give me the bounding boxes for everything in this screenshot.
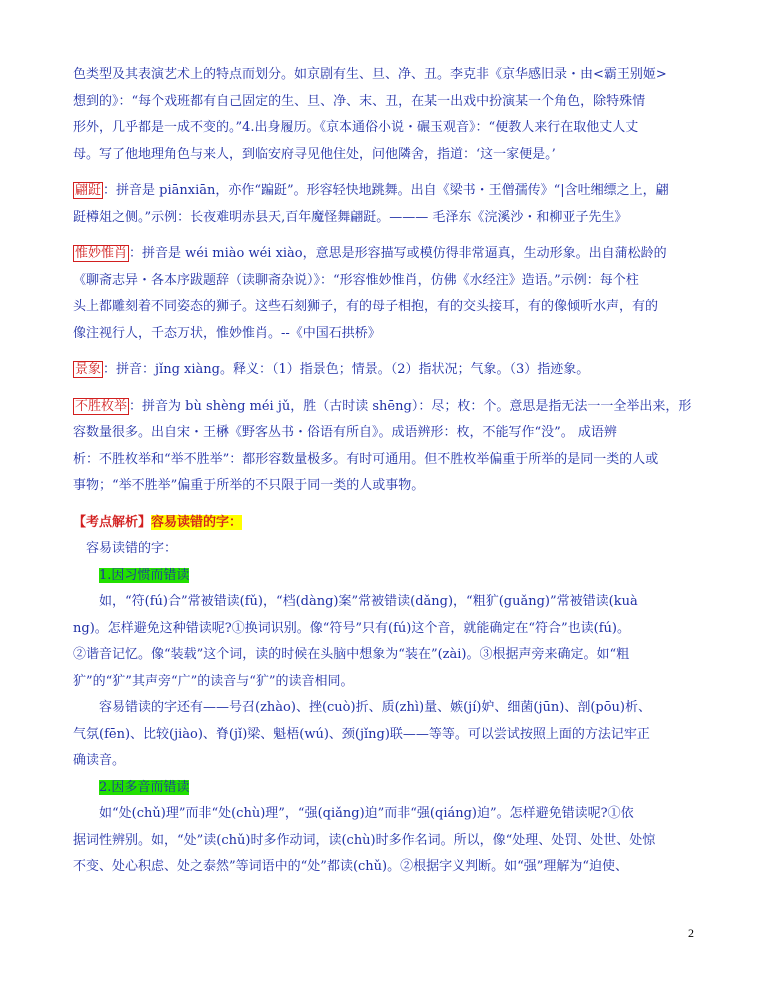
intro-paragraph (73, 62, 701, 168)
subsection-title: 1.因习惯而错读 (99, 567, 190, 583)
text-line: ：拼音是 wéi miào wéi xiào，意思是形容描写或模仿得非常逼真，生动形象。出自蒲松龄的 (129, 246, 667, 261)
term-box: 翩跹 (75, 183, 102, 198)
document-body (73, 62, 701, 881)
text-line: 事物；“举不胜举”偏重于所举的不只限于同一类的人或事物。 (73, 478, 425, 493)
text-line: 析：不胜枚举和“举不胜举”：都形容数量极多。有时可通用。但不胜枚举偏重于所举的是同一类的人或 (73, 451, 659, 467)
term-box: 不胜枚举 (75, 398, 128, 414)
entry-jingxiang (73, 357, 701, 384)
text-line: 不变、处心积虑、处之泰然”等词语中的“处”都读(chǔ)。②根据字义判断。如“强”理解为“迫使、 (73, 859, 629, 874)
text-line: 形外，几乎都是一成不变的。”4.出身履历。《京本通俗小说・碾玉观音》：“便教人来行在取他丈人丈 (73, 120, 639, 135)
text-line: ②谐音记忆。像“装载”这个词，读的时候在头脑中想象为“装在”(zài)。③根据声旁来确定。如“粗 (73, 647, 630, 662)
sub1-paragraph-1 (73, 589, 701, 695)
entry-bushengmeiju (73, 394, 701, 500)
text-line: 色类型及其表演艺术上的特点而划分。如京剧有生、旦、净、丑。李克非《京华感旧录・由<霸王别姬> (73, 67, 667, 82)
section-intro: 容易读错的字： (86, 541, 178, 556)
text-line: 头上都雕刻着不同姿态的狮子。这些石刻狮子，有的母子相抱，有的交头接耳，有的像倾听水声，有的 (73, 299, 659, 314)
page-number: 2 (688, 926, 694, 940)
text-line: 确读音。 (73, 753, 126, 768)
section-label: 【考点解析】 (73, 514, 152, 530)
text-line: 容数量很多。出自宋・王楙《野客丛书・俗语有所自》。成语辨形：枚，不能写作“没”。 成语辨 (73, 425, 617, 440)
text-line: 容易错读的字还有——号召(zhào)、挫(cuò)折、质(zhì)量、嫉(jí)妒、细菌(jūn)、剖(pōu)析、 (99, 700, 652, 715)
text-line: 据词性辨别。如，“处”读(chǔ)时多作动词，读(chù)时多作名词。所以，像“处理、处罚、处世、处惊 (73, 832, 656, 848)
text-line: 母。写了他地理角色与来人，到临安府寻见他住处，问他隣舍，指道：‘这一家便是。’ (73, 146, 556, 162)
sub2-paragraph-1 (73, 801, 701, 881)
text-line: 气氛(fēn)、比较(jiào)、脊(jǐ)梁、魁梧(wú)、颈(jǐng)联——等等。可以尝试按照上面的方法记牢正 (73, 726, 650, 742)
text-line: 想到的》：“每个戏班都有自己固定的生、旦、净、末、丑，在某一出戏中扮演某一个角色，除特殊情 (73, 93, 646, 109)
text-line: ng)。怎样避免这种错读呢?①换词识别。像“符号”只有(fú)这个音，就能确定在“符合”也读(fú)。 (73, 620, 630, 636)
text-line: 如“处(chǔ)理”而非“处(chù)理”，“强(qiǎng)迫”而非“强(qiáng)迫”。怎样避免错读呢?①依 (99, 806, 634, 821)
entry-weimiaoweixiao (73, 241, 701, 347)
term-box: 景象 (75, 362, 102, 377)
section-title: 容易读错的字： (151, 514, 243, 530)
entry-pianxian (73, 178, 701, 231)
text-line: 犷”的“犷”其声旁“广”的读音与“犷”的读音相同。 (73, 673, 354, 689)
text-line: 像注视行人，千态万状，惟妙惟肖。--《中国石拱桥》 (73, 325, 381, 341)
text-line: ：拼音是 piānxiān，亦作“蹁跹”。形容轻快地跳舞。出自《梁书・王僧孺传》“|含吐缃缥之上，翩 (103, 183, 669, 198)
term-box: 惟妙惟肖 (75, 246, 128, 261)
text-line: 如，“符(fú)合”常被错读(fǔ)，“档(dàng)案”常被错读(dǎng)，“粗犷(guǎng)”常被错读(kuà (99, 594, 638, 609)
sub1-paragraph-2 (73, 695, 701, 775)
text-line: 跹樽俎之侧。”示例：长夜难明赤县天,百年魔怪舞翩跹。——— 毛泽东《浣溪沙・和柳亚子先生》 (73, 209, 628, 225)
subsection-title: 2.因多音而错读 (99, 779, 190, 795)
section-heading (73, 510, 701, 537)
text-line: 《聊斋志异・各本序跋题辞（读聊斋杂说）》：“形容惟妙惟肖，仿佛《水经注》造语。”示例：每个柱 (73, 272, 639, 288)
text-line: ：拼音：jǐng xiàng。释义：（1）指景色；情景。（2）指状况；气象。（3）指迹象。 (103, 362, 590, 377)
text-line: ：拼音为 bù shèng méi jǔ，胜（古时读 shēng）：尽；枚：个。意思是指无法一一全举出来，形 (129, 398, 692, 414)
